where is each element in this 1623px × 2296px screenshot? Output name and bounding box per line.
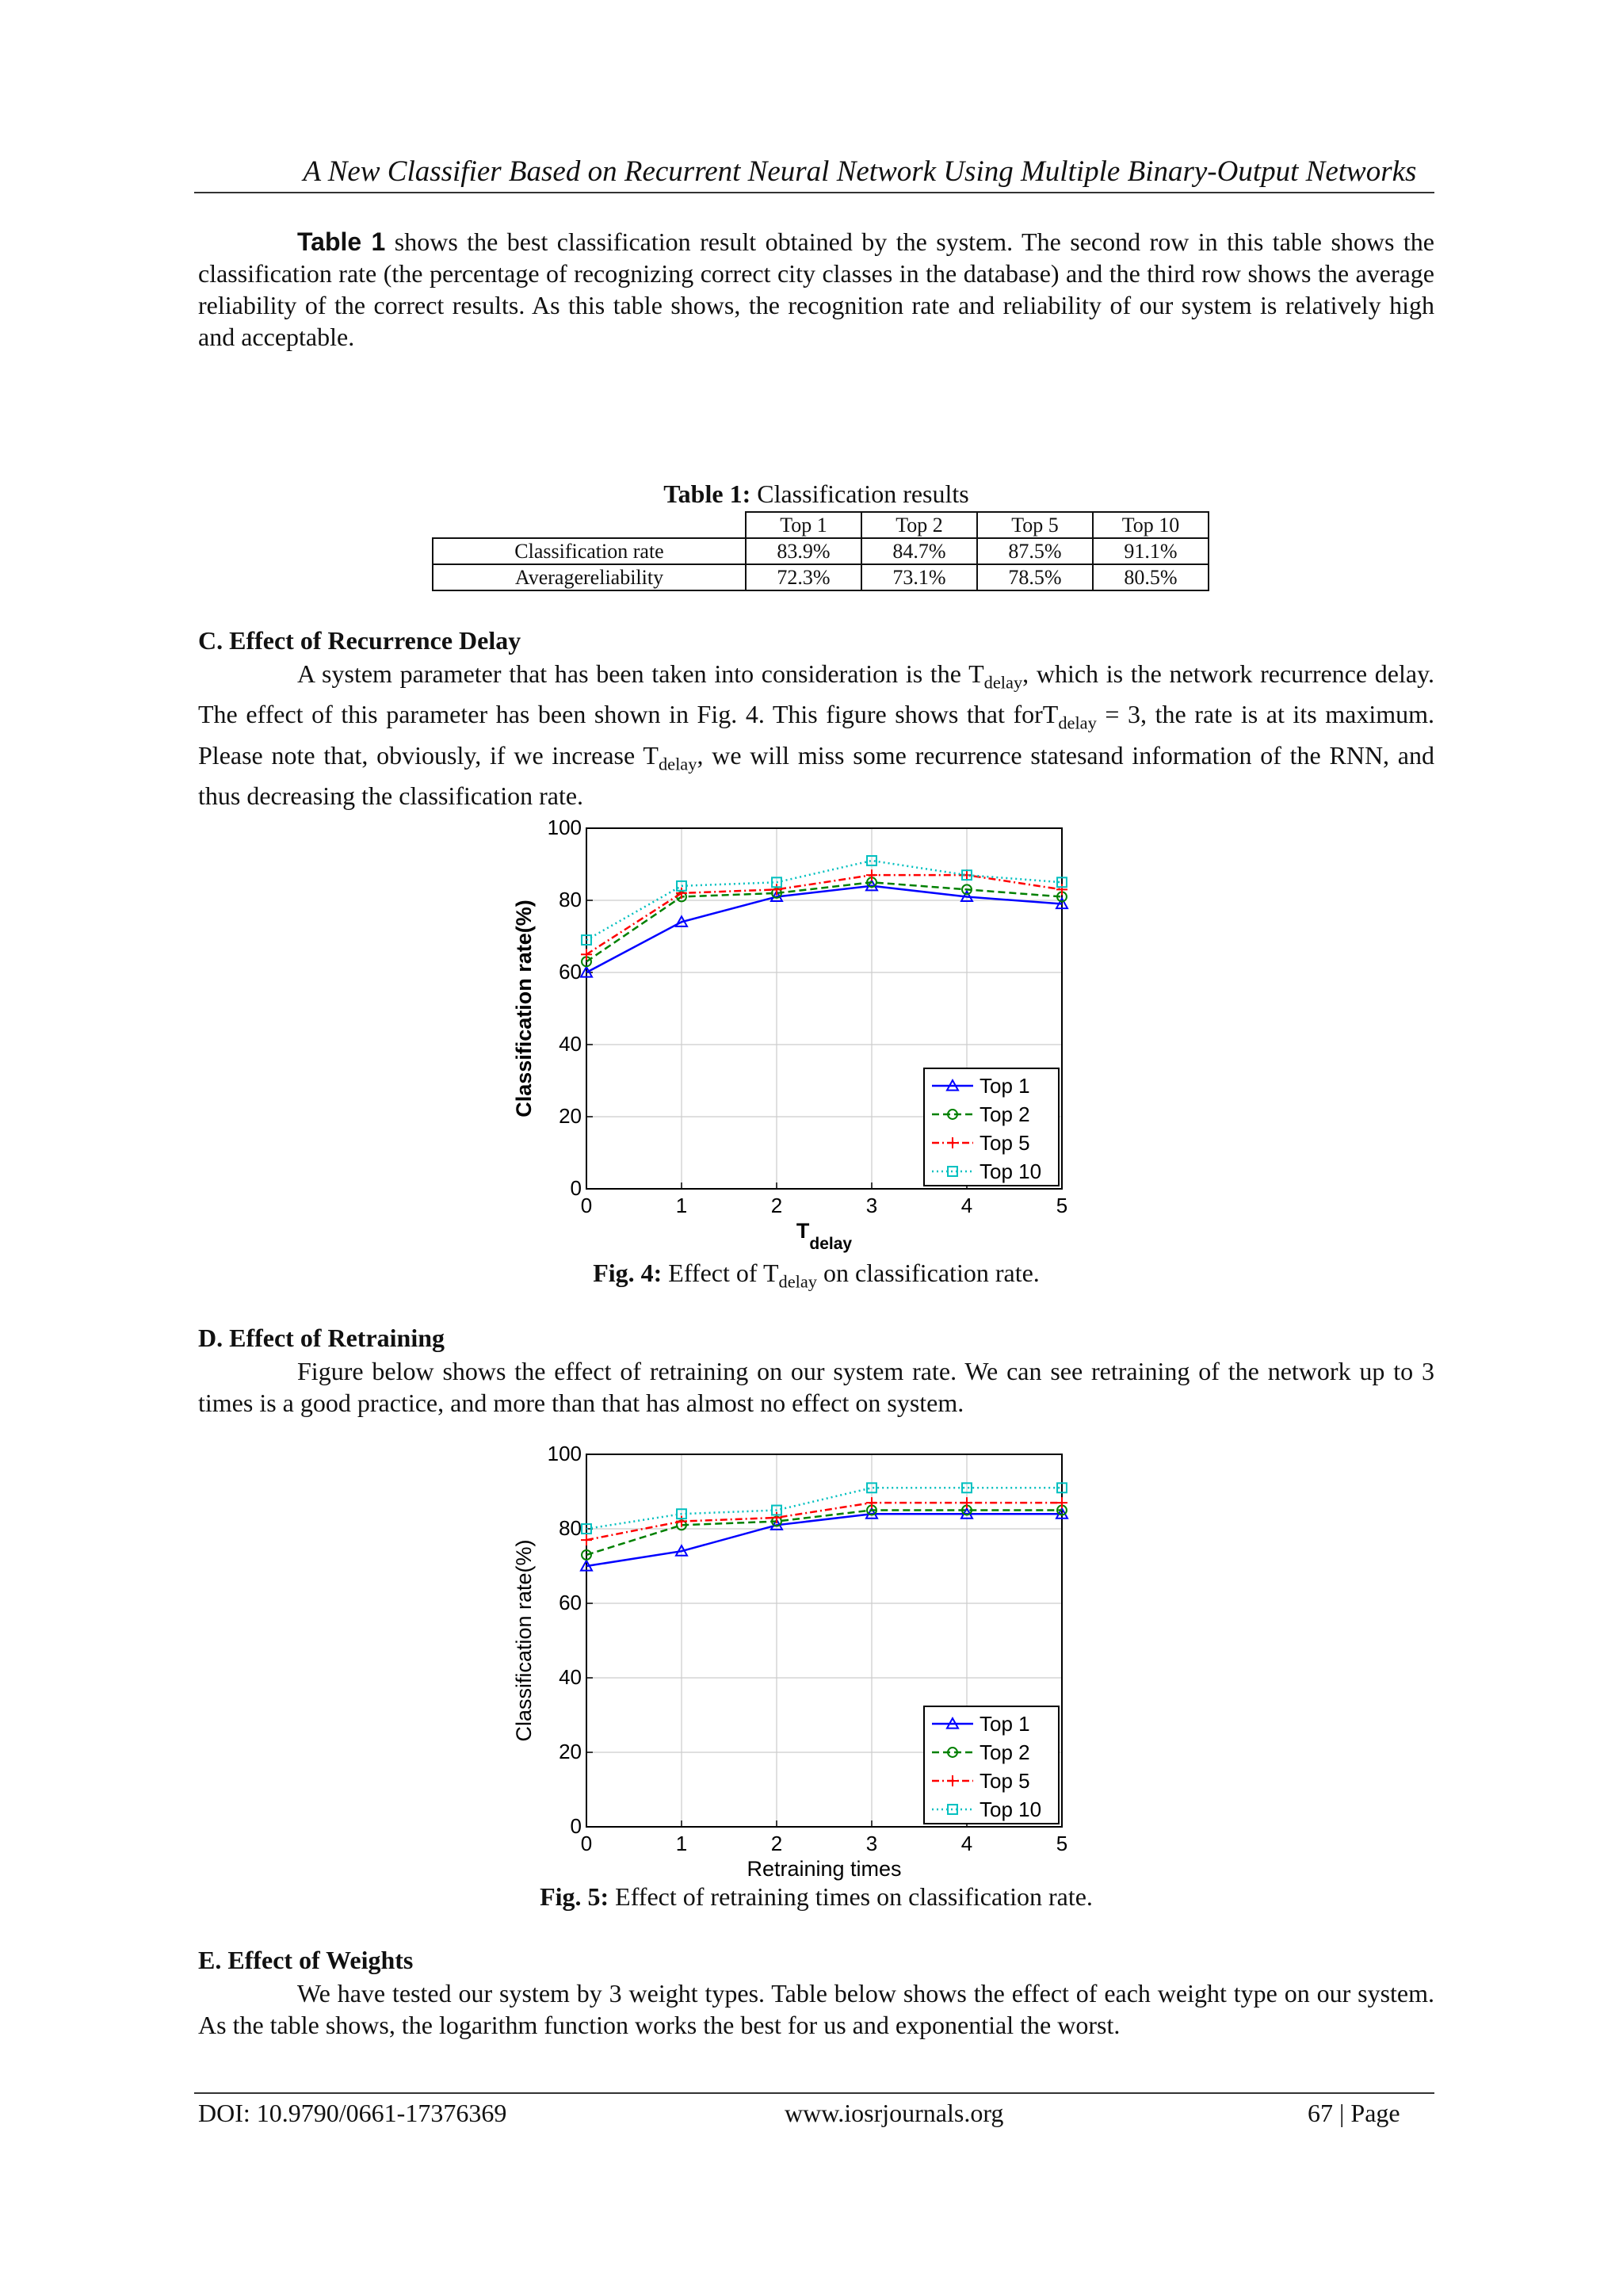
legend-label: Top 2 — [980, 1102, 1030, 1126]
col-header: Top 10 — [1093, 512, 1209, 538]
table-cell: 73.1% — [861, 564, 977, 590]
row-label: Averagereliability — [433, 564, 746, 590]
legend-label: Top 1 — [980, 1712, 1030, 1736]
x-tick-label: 5 — [1056, 1832, 1068, 1855]
section-c-paragraph — [198, 658, 1434, 812]
running-header: A New Classifier Based on Recurrent Neural Network Using Multiple Binary-Output Networks — [303, 155, 1417, 188]
section-d-heading: D. Effect of Retraining — [198, 1324, 445, 1352]
header-rule — [194, 192, 1434, 193]
col-header: Top 2 — [861, 512, 977, 538]
data-point — [581, 1534, 592, 1545]
y-tick-label: 40 — [559, 1665, 582, 1689]
intro-paragraph — [198, 226, 1434, 353]
row-label: Classification rate — [433, 538, 746, 564]
x-tick-label: 4 — [960, 1832, 973, 1855]
table1-caption-text: Classification results — [750, 479, 969, 508]
col-header: Top 1 — [746, 512, 861, 538]
section-e-paragraph: We have tested our system by 3 weight types. Table below shows the effect of each weight type on our system. As the table shows, the logarithm function works the best for us and exponential the worst. — [198, 1979, 1434, 2039]
footer-doi: DOI: 10.9790/0661-17376369 — [198, 2099, 507, 2127]
table1-caption — [432, 479, 1201, 509]
series-line-top-2 — [586, 882, 1062, 961]
section-c-heading: C. Effect of Recurrence Delay — [198, 626, 521, 655]
fig5-caption-label: Fig. 5: — [540, 1882, 609, 1911]
x-tick-label: 1 — [675, 1832, 688, 1855]
data-point — [676, 888, 687, 899]
x-tick-label: 2 — [770, 1832, 783, 1855]
y-tick-label: 60 — [559, 960, 582, 984]
col-header: Top 5 — [977, 512, 1093, 538]
y-tick-label: 20 — [559, 1740, 582, 1763]
tdelay-sub: delay — [1058, 712, 1097, 733]
table-cell: 80.5% — [1093, 564, 1209, 590]
y-tick-label: 80 — [559, 1516, 582, 1540]
x-axis-label: Retraining times — [747, 1857, 902, 1881]
fig4-caption — [432, 1259, 1201, 1292]
series-line-top-5 — [586, 1503, 1062, 1540]
intro-text: shows the best classification result obtained by the system. The second row in this table shows the classification rate (the percentage of recognizing correct city classes in the database) and the third row shows the average reliability of the correct results. As this table shows, the recognition rate and reliability of our system is relatively high and acceptable. — [198, 227, 1435, 351]
x-tick-label: 1 — [675, 1194, 688, 1217]
x-tick-label: 3 — [865, 1832, 878, 1855]
fig4-caption-label: Fig. 4: — [593, 1259, 663, 1287]
fig4-chart — [499, 812, 1086, 1264]
tdelay-sub: delay — [983, 672, 1023, 693]
table-cell: 83.9% — [746, 538, 861, 564]
series-line-top-10 — [586, 1488, 1062, 1529]
y-tick-label: 0 — [570, 1814, 582, 1838]
classification-results-table — [432, 511, 1209, 591]
fig4-caption-sub: delay — [778, 1271, 817, 1292]
y-tick-label: 20 — [559, 1104, 582, 1128]
table-cell: 84.7% — [861, 538, 977, 564]
legend-label: Top 1 — [980, 1074, 1030, 1098]
y-tick-label: 60 — [559, 1591, 582, 1614]
fig5-caption — [432, 1882, 1201, 1912]
footer-page: 67 | Page — [1308, 2099, 1400, 2127]
x-tick-label: 0 — [580, 1194, 593, 1217]
legend-label: Top 10 — [980, 1797, 1042, 1821]
table1-caption-label: Table 1: — [663, 479, 751, 508]
x-tick-label: 2 — [770, 1194, 783, 1217]
tdelay-sub: delay — [658, 754, 697, 774]
legend-label: Top 10 — [980, 1159, 1042, 1183]
y-axis-label: Classification rate(%) — [512, 1539, 536, 1742]
x-tick-label: 5 — [1056, 1194, 1068, 1217]
section-d-paragraph: Figure below shows the effect of retraining on our system rate. We can see retraining of the network up to 3 times is a good practice, and more than that has almost no effect on system. — [198, 1357, 1434, 1417]
table-header-row — [433, 512, 1209, 538]
x-axis-label: $T_{delay}$ — [796, 1219, 853, 1253]
table-cell: 78.5% — [977, 564, 1093, 590]
x-tick-label: 0 — [580, 1832, 593, 1855]
table-cell: 87.5% — [977, 538, 1093, 564]
footer-site[interactable]: www.iosrjournals.org — [785, 2099, 1004, 2127]
y-tick-label: 100 — [547, 816, 582, 839]
section-c-text-1: A system parameter that has been taken into consideration is the T — [297, 659, 984, 688]
x-tick-label: 3 — [865, 1194, 878, 1217]
y-tick-label: 100 — [547, 1442, 582, 1465]
table-cell: 91.1% — [1093, 538, 1209, 564]
fig5-chart — [499, 1438, 1086, 1882]
fig4-caption-text-b: on classification rate. — [817, 1259, 1040, 1287]
section-c-text-2: , which is the network recurrence delay. The effect of this parameter has been shown in Fig. 4. This figure shows that forT — [198, 659, 1435, 729]
legend-label: Top 5 — [980, 1131, 1030, 1155]
series-line-top-1 — [586, 1514, 1062, 1566]
y-axis-label: Classification rate(%) — [512, 900, 536, 1117]
footer-rule — [194, 2092, 1434, 2094]
x-axis-label-sub: delay — [809, 1235, 853, 1253]
fig4-caption-text-a: Effect of T — [662, 1259, 779, 1287]
x-tick-label: 4 — [960, 1194, 973, 1217]
table-row — [433, 538, 1209, 564]
section-c-text-3: = 3, the rate is at its maximum. Please note that, obviously, if we increase T — [198, 700, 1435, 770]
legend-label: Top 5 — [980, 1769, 1030, 1793]
y-tick-label: 80 — [559, 888, 582, 911]
section-c-text-4: , we will miss some recurrence statesand information of the RNN, and thus decreasing the classification rate. — [198, 740, 1435, 811]
y-tick-label: 40 — [559, 1032, 582, 1056]
data-point — [961, 869, 972, 881]
legend-label: Top 2 — [980, 1740, 1030, 1764]
table-cell: 72.3% — [746, 564, 861, 590]
table-row — [433, 564, 1209, 590]
y-tick-label: 0 — [570, 1176, 582, 1200]
fig5-caption-text: Effect of retraining times on classification rate. — [609, 1882, 1093, 1911]
table-ref: Table 1 — [297, 227, 386, 256]
section-e-heading: E. Effect of Weights — [198, 1946, 414, 1974]
